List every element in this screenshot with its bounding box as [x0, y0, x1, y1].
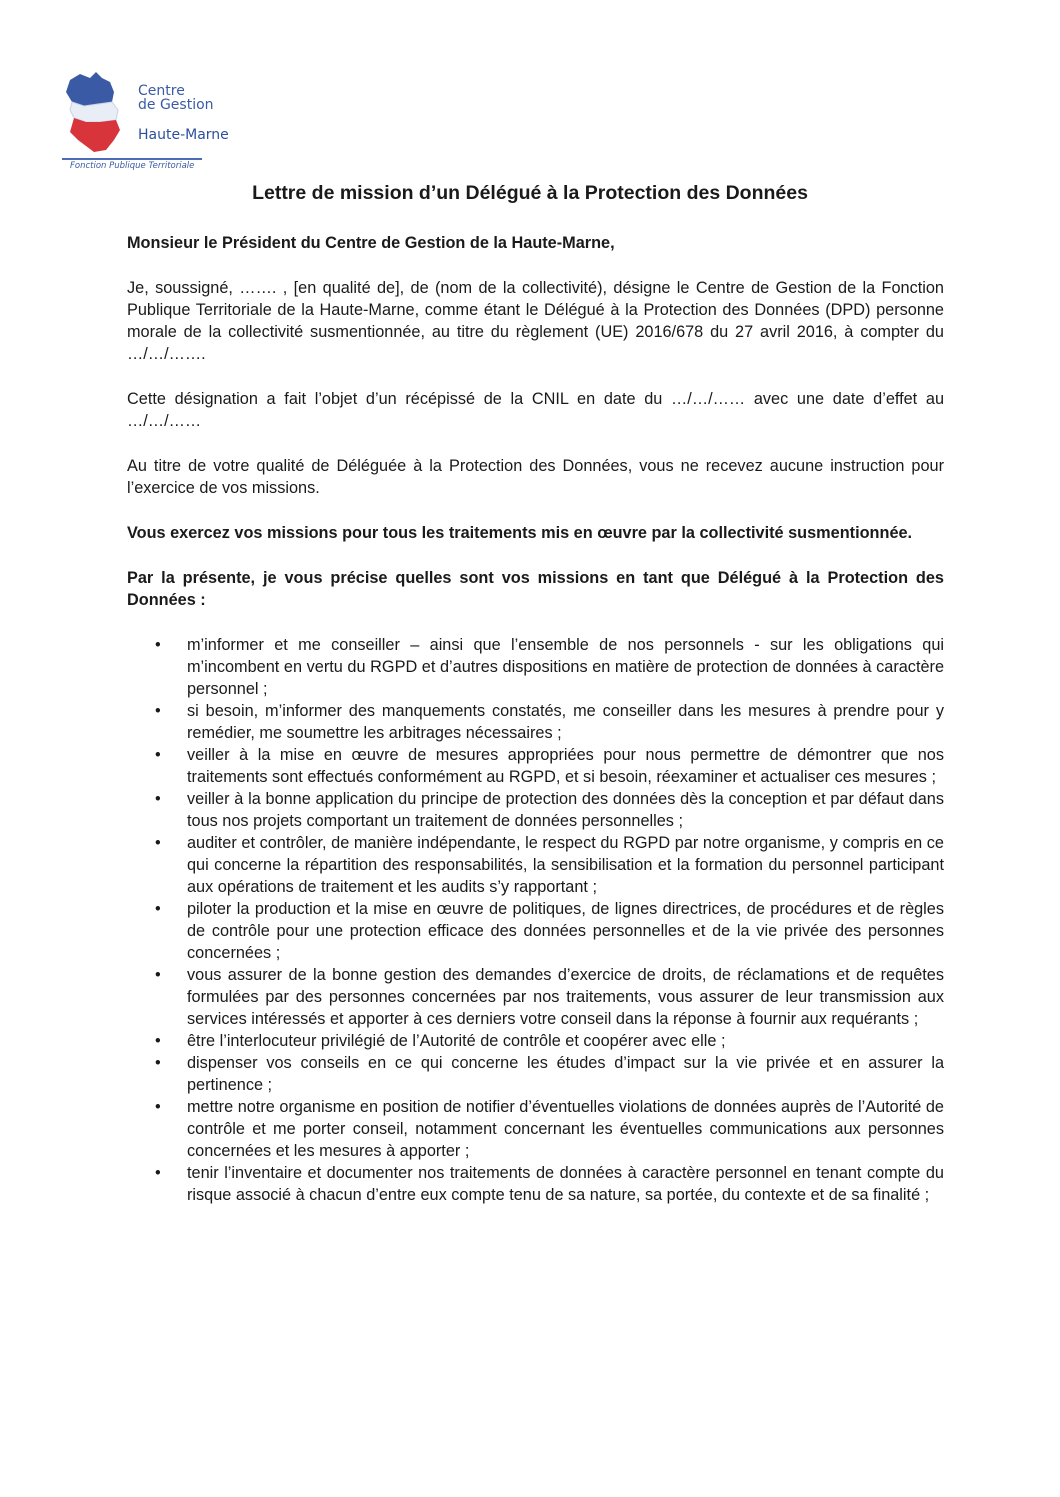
list-item: • dispenser vos conseils en ce qui concerne les études d’impact sur la vie privée et en assurer la pertinence ;: [127, 1052, 944, 1096]
greeting: Monsieur le Président du Centre de Gestion de la Haute-Marne,: [127, 234, 615, 252]
list-item: • veiller à la mise en œuvre de mesures appropriées pour nous permettre de démontrer que nos traitements sont effectués conformément au RGPD, et si besoin, réexaminer et actualiser ces mesures ;: [127, 744, 944, 788]
letter-body: [127, 232, 944, 1206]
list-item: • si besoin, m’informer des manquements constatés, me conseiller dans les mesures à prendre pour y remédier, me soumettre les arbitrages nécessaires ;: [127, 700, 944, 744]
list-item: • tenir l’inventaire et documenter nos traitements de données à caractère personnel en tenant compte du risque associé à chacun d’entre eux compte tenu de sa nature, sa portée, du contexte et de sa finalité ;: [127, 1162, 944, 1206]
logo-line-centre: Centre: [138, 83, 185, 99]
list-item: • vous assurer de la bonne gestion des demandes d’exercice de droits, de réclamations et de requêtes formulées par des personnes concernées par nos traitements, vous assurer de leur transmission aux services intéressés et apporter à ces derniers votre conseil dans la réponse à fournir aux requérants ;: [127, 964, 944, 1030]
paragraph-missions-intro: Par la présente, je vous précise quelles sont vos missions en tant que Délégué à la Protection des Données :: [127, 569, 944, 609]
list-item: • être l’interlocuteur privilégié de l’Autorité de contrôle et coopérer avec elle ;: [127, 1030, 944, 1052]
logo-subtitle: Fonction Publique Territoriale: [70, 161, 195, 171]
list-item: • mettre notre organisme en position de notifier d’éventuelles violations de données auprès de l’Autorité de contrôle et me porter conseil, notamment concernant les éventuelles communications aux personnes concernées et les mesures à apporter ;: [127, 1096, 944, 1162]
list-item: • veiller à la bonne application du principe de protection des données dès la conception et par défaut dans tous nos projets comportant un traitement de données personnelles ;: [127, 788, 944, 832]
logo-divider: [62, 158, 202, 160]
missions-list: [127, 634, 944, 1206]
list-item: • auditer et contrôler, de manière indépendante, le respect du RGPD par notre organisme, y compris en ce qui concerne la répartition des responsabilités, la sensibilisation et la formation du personnel participant aux opérations de traitement et les audits s’y rapportant ;: [127, 832, 944, 898]
list-item: • m’informer et me conseiller – ainsi que l’ensemble de nos personnels - sur les obligations qui m’incombent en vertu du RGPD et d’autres dispositions en matière de protection de données à caractère personnel ;: [127, 634, 944, 700]
haute-marne-map-icon: [56, 70, 136, 162]
list-item: • piloter la production et la mise en œuvre de politiques, de lignes directrices, de procédures et de règles de contrôle pour une protection efficace des données personnelles et de la vie privée des personnes concernées ;: [127, 898, 944, 964]
document-title: Lettre de mission d’un Délégué à la Protection des Données: [252, 182, 808, 204]
logo-line-haute-marne: Haute-Marne: [138, 127, 229, 143]
paragraph-independence: Au titre de votre qualité de Déléguée à la Protection des Données, vous ne recevez aucune instruction pour l’exercice de vos missions.: [127, 457, 944, 497]
paragraph-scope: Vous exercez vos missions pour tous les traitements mis en œuvre par la collectivité susmentionnée.: [127, 524, 913, 542]
paragraph-receipt: Cette désignation a fait l’objet d’un récépissé de la CNIL en date du …/…/…… avec une date d’effet au …/…/……: [127, 390, 944, 430]
logo-line-de-gestion: de Gestion: [138, 97, 214, 113]
cdg-logo: [56, 70, 229, 175]
paragraph-designation: Je, soussigné, ……. , [en qualité de], de (nom de la collectivité), désigne le Centre de Gestion de la Fonction Publique Territoriale de la Haute-Marne, comme étant le Délégué à la Protection des Données (DPD) personne morale de la collectivité susmentionnée, au titre du règlement (UE) 2016/678 du 27 avril 2016, à compter du …/…/…….: [127, 279, 944, 363]
